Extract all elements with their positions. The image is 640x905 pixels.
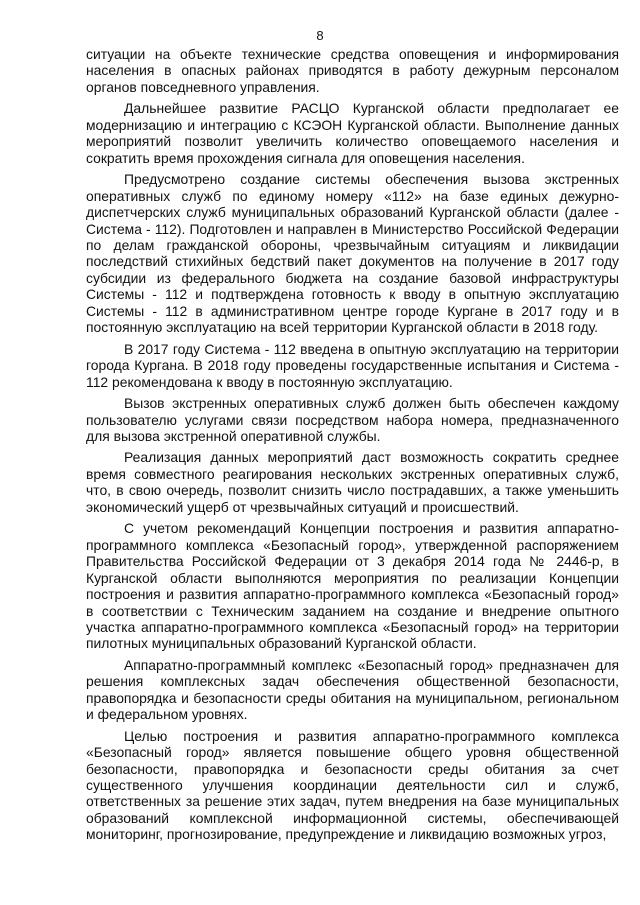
paragraph-system-112-trial: В 2017 году Система - 112 введена в опытную эксплуатацию на территории города Кургана. В 2018 году проведены государственные испытания и Система - 112 рекомендована к вводу в постоянную эксплуатацию. (86, 340, 619, 390)
paragraph-emergency-call: Вызов экстренных оперативных служб должен быть обеспечен каждому пользователю услугами связи посредством набора номера, предназначенного для вызова экстренной оперативной службы. (86, 395, 619, 444)
paragraph-implementation-result: Реализация данных мероприятий даст возможность сократить среднее время совместного реагирования нескольких экстренных оперативных служб, что, в свою очередь, позволит снизить число пострадавших, а также уменьшить экономический ущерб от чрезвычайных ситуаций и происшествий. (86, 449, 619, 515)
paragraph-rasco-development: Дальнейшее развитие РАСЦО Курганской области предполагает ее модернизацию и интеграцию с КСЭОН Курганской области. Выполнение данных мероприятий позволит увеличить количество оповещаемого населения и сократить время прохождения сигнала для оповещения населения. (86, 100, 619, 166)
paragraph-continuation: ситуации на объекте технические средства оповещения и информирования населения в опасных районах приводятся в работу дежурным персоналом органов повседневного управления. (86, 46, 619, 95)
page-number: 8 (316, 28, 324, 43)
body-text (86, 46, 619, 848)
paragraph-safe-city-goal: Целью построения и развития аппаратно-программного комплекса «Безопасный город» является повышение общего уровня общественной безопасности, правопорядка и безопасности среды обитания за счет существенного улучшения координации деятельности сил и служб, ответственных за решение этих задач, путем внедрения на базе муниципальных образований комплексной информационной системы, обеспечивающей мониторинг, прогнозирование, предупреждение и ликвидацию возможных угроз, (86, 727, 619, 843)
paragraph-safe-city-concept: С учетом рекомендаций Концепции построения и развития аппаратно-программного комплекса «Безопасный город», утвержденной распоряжением Правительства Российской Федерации от 3 декабря 2014 года № 2446-р, в Курганской области выполняются мероприятия по реализации Концепции построения и развития аппаратно-программного комплекса «Безопасный город» в соответствии с Техническим заданием на создание и внедрение опытного участка аппаратно-программного комплекса «Безопасный город» на территории пилотных муниципальных образований Курганской области. (86, 520, 619, 652)
paragraph-safe-city-purpose: Аппаратно-программный комплекс «Безопасный город» предназначен для решения комплексных задач обеспечения общественной безопасности, правопорядка и безопасности среды обитания на муниципальном, региональном и федеральном уровнях. (86, 656, 619, 723)
paragraph-system-112-creation: Предусмотрено создание системы обеспечения вызова экстренных оперативных служб по единому номеру «112» на базе единых дежурно-диспетчерских служб муниципальных образований Курганской области (далее - Система - 112). Подготовлен и направлен в Министерство Российской Федерации по делам гражданской обороны, чрезвычайным ситуациям и ликвидации последствий стихийных бедствий пакет документов на получение в 2017 году субсидии из федерального бюджета на создание базовой инфраструктуры Системы - 112 и подтверждена готовность к вводу в опытную эксплуатацию Системы - 112 в административном центре городе Кургане в 2017 году и в постоянную эксплуатацию на всей территории Курганской области в 2018 году. (86, 171, 619, 336)
